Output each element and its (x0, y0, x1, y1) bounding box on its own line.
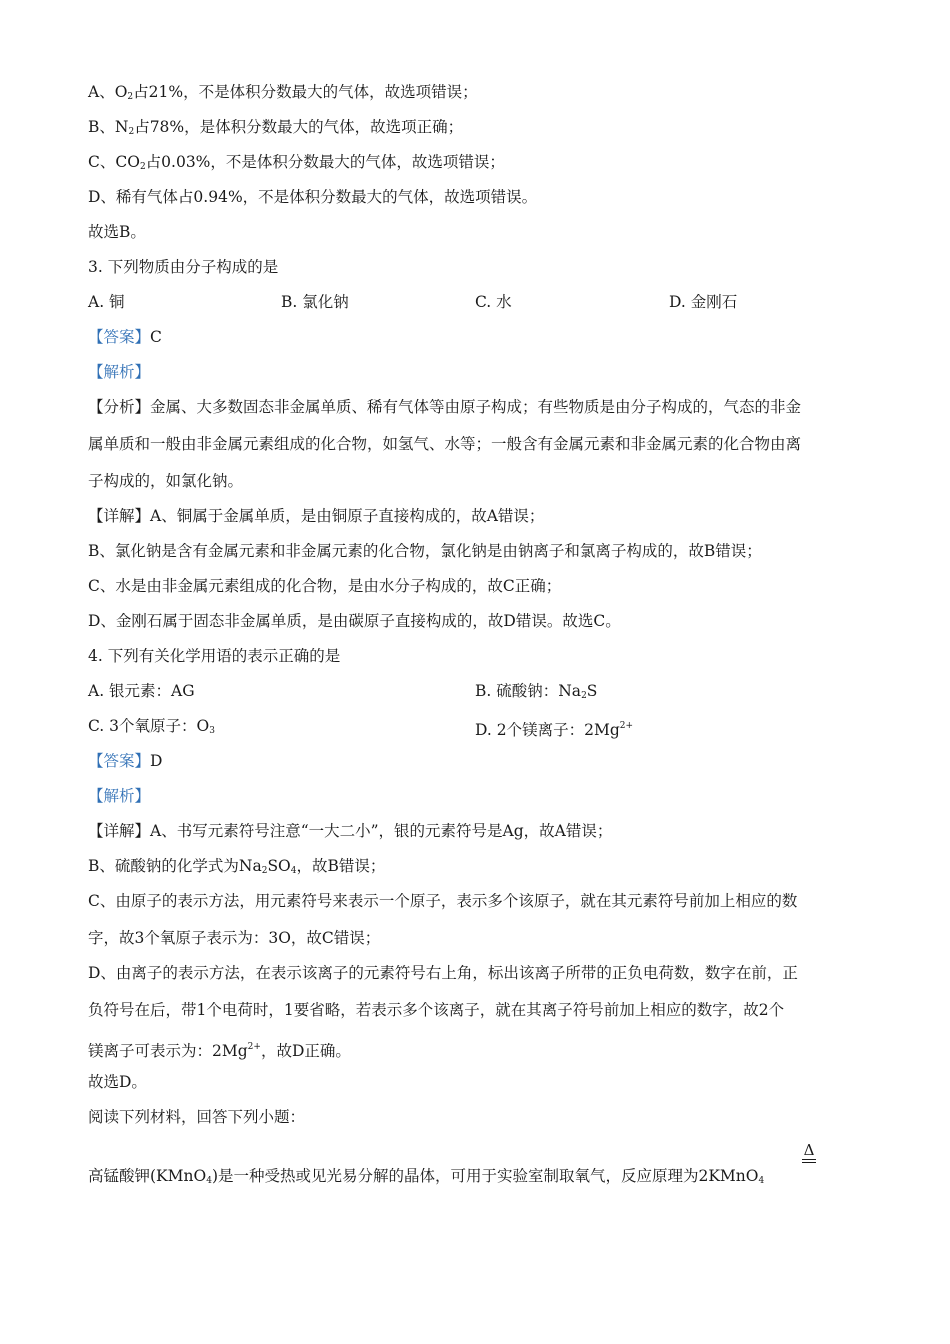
q3-answer: 【答案】C (88, 328, 162, 346)
q4-jiexi-tag: 【解析】 (88, 787, 151, 805)
q3-option-d: D. 金刚石 (669, 293, 738, 311)
q3-analysis-line-2: 属单质和一般由非金属元素组成的化合物，如氢气、水等；一般含有金属元素和非金属元素的化合物由离 (88, 435, 802, 453)
q3-stem: 3. 下列物质由分子构成的是 (88, 258, 279, 276)
q3-detail-d: D、金刚石属于固态非金属单质，是由碳原子直接构成的，故D错误。故选C。 (88, 612, 621, 630)
reading-intro: 阅读下列材料，回答下列小题： (88, 1108, 306, 1126)
q2-analysis-option-c: C、$CO_2$占0.03%，不是体积分数最大的气体，故选项错误； (88, 153, 505, 172)
q4-stem: 4. 下列有关化学用语的表示正确的是 (88, 647, 341, 665)
q2-analysis-option-a: A、$O_2$占21%，不是体积分数最大的气体，故选项错误； (88, 83, 478, 102)
q4-detail-a: 【详解】A、书写元素符号注意“一大二小”，银的元素符号是Ag，故A错误； (88, 822, 613, 840)
q3-analysis-line-1: 【分析】金属、大多数固态非金属单质、稀有气体等由原子构成；有些物质是由分子构成的，气态的非金 (88, 398, 802, 416)
q4-conclusion: 故选D。 (88, 1073, 147, 1091)
answer-tag: 【答案】 (88, 752, 151, 770)
q4-detail-d-line-3: 镁离子可表示为：$2Mg^{2+}$，故D正确。 (88, 1042, 351, 1060)
q4-option-a: A. 银元素：AG (88, 682, 195, 700)
q3-jiexi-tag: 【解析】 (88, 363, 151, 381)
q4-detail-d-line-2: 负符号在后，带1个电荷时，1要省略，若表示多个该离子，就在其离子符号前加上相应的数字，故2个 (88, 1001, 785, 1019)
q4-detail-c-line-1: C、由原子的表示方法，用元素符号来表示一个原子，表示多个该原子，就在其元素符号前加上相应的数 (88, 892, 798, 910)
q3-detail-a: 【详解】A、铜属于金属单质，是由铜原子直接构成的，故A错误； (88, 507, 545, 525)
q3-detail-b: B、氯化钠是含有金属元素和非金属元素的化合物，氯化钠是由钠离子和氯离子构成的，故B错误； (88, 542, 762, 560)
q3-option-a: A. 铜 (88, 293, 125, 311)
heat-condition-mark: Δ (802, 1142, 816, 1163)
answer-tag: 【答案】 (88, 328, 151, 346)
q2-analysis-option-b: B、$N_2$占78%，是体积分数最大的气体，故选项正确； (88, 118, 464, 137)
q3-option-b: B. 氯化钠 (281, 293, 349, 311)
q4-detail-c-line-2: 字，故3个氧原子表示为：3O，故C错误； (88, 929, 381, 947)
q3-detail-c: C、水是由非金属元素组成的化合物，是由水分子构成的，故C正确； (88, 577, 562, 595)
q4-option-c: C. 3个氧原子：$O_3$ (88, 717, 215, 736)
q4-answer: 【答案】D (88, 752, 163, 770)
q3-option-c: C. 水 (475, 293, 512, 311)
q2-conclusion: 故选B。 (88, 223, 146, 241)
q4-option-d: D. 2个镁离子：$2Mg^{2+}$ (475, 721, 634, 739)
q4-option-b: B. 硫酸钠：$Na_2S$ (475, 682, 598, 701)
q2-analysis-option-d: D、稀有气体占0.94%，不是体积分数最大的气体，故选项错误。 (88, 188, 538, 206)
q4-detail-b: B、硫酸钠的化学式为$Na_2SO_4$，故B错误； (88, 857, 386, 876)
q4-detail-d-line-1: D、由离子的表示方法，在表示该离子的元素符号右上角，标出该离子所带的正负电荷数，数字在前，正 (88, 964, 798, 982)
reading-text: 高锰酸钾(KMnO$_4$)是一种受热或见光易分解的晶体，可用于实验室制取氧气，反应原理为2KMnO$_4$ (88, 1167, 765, 1186)
q3-analysis-line-3: 子构成的，如氯化钠。 (88, 472, 244, 490)
